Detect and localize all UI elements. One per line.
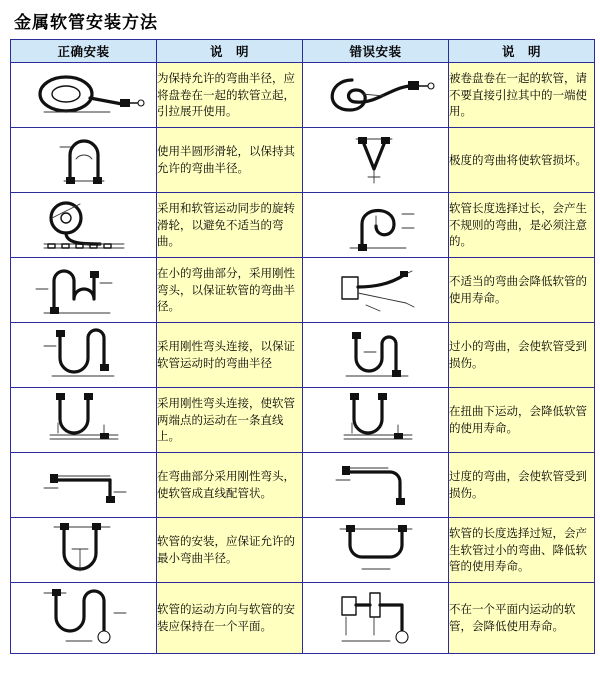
torsion-u-bend-icon xyxy=(306,389,446,451)
page-title: 金属软管安装方法 xyxy=(14,13,158,33)
wrong-note-cell: 不适当的弯曲会降低软管的使用寿命。 xyxy=(449,258,595,323)
too-small-bend-icon xyxy=(306,324,446,386)
wrong-illustration-cell xyxy=(303,323,449,388)
table-row xyxy=(11,323,595,388)
table-row xyxy=(11,193,595,258)
correct-illustration-cell xyxy=(11,453,157,518)
correct-note-cell: 采用刚性弯头连接，使软管两端点的运动在一条直线上。 xyxy=(157,388,303,453)
header-wrong-install: 错误安装 xyxy=(303,40,449,63)
correct-note-cell: 为保持允许的弯曲半径，应将盘卷在一起的软管立起，引拉展开使用。 xyxy=(157,63,303,128)
coiled-hose-flat-icon xyxy=(14,64,154,126)
different-plane-motion-icon xyxy=(306,583,446,653)
table-row xyxy=(11,518,595,583)
correct-illustration-cell xyxy=(11,128,157,193)
wrong-note-cell: 在扭曲下运动，会降低软管的使用寿命。 xyxy=(449,388,595,453)
correct-note-cell: 软管的运动方向与软管的安装应保持在一个平面。 xyxy=(157,583,303,654)
rotating-sheave-chain-icon xyxy=(14,194,154,256)
wrong-illustration-cell xyxy=(303,258,449,323)
min-radius-u-install-icon xyxy=(14,519,154,581)
improper-bend-clamp-icon xyxy=(306,259,446,321)
table-row xyxy=(11,583,595,654)
wrong-note-cell: 过度的弯曲，会使软管受到损伤。 xyxy=(449,453,595,518)
long-length-small-bend-icon xyxy=(306,519,446,581)
table-row xyxy=(11,128,595,193)
rigid-bend-small-radius-icon xyxy=(14,259,154,321)
wrong-note-cell: 软管长度选择过长，会产生不规则的弯曲，是必须注意的。 xyxy=(449,193,595,258)
wrong-note-cell: 不在一个平面内运动的软管，会降低使用寿命。 xyxy=(449,583,595,654)
correct-illustration-cell xyxy=(11,193,157,258)
wrong-illustration-cell xyxy=(303,63,449,128)
wrong-illustration-cell xyxy=(303,193,449,258)
table-row xyxy=(11,258,595,323)
rigid-elbow-u-loop-icon xyxy=(14,324,154,386)
correct-note-cell: 使用半圆形滑轮，以保持其允许的弯曲半径。 xyxy=(157,128,303,193)
correct-illustration-cell xyxy=(11,258,157,323)
wrong-illustration-cell xyxy=(303,388,449,453)
correct-note-cell: 软管的安装，应保证允许的最小弯曲半径。 xyxy=(157,518,303,583)
table-body xyxy=(11,63,595,654)
wrong-note-cell: 极度的弯曲将使软管损坏。 xyxy=(449,128,595,193)
correct-note-cell: 在小的弯曲部分，采用刚性弯头，以保证软管的弯曲半径。 xyxy=(157,258,303,323)
header-row xyxy=(11,40,595,63)
table-header xyxy=(11,40,595,63)
correct-illustration-cell xyxy=(11,583,157,654)
sharp-v-bend-icon xyxy=(306,129,446,191)
wrong-note-cell: 被卷盘卷在一起的软管，请不要直接引拉其中的一端使用。 xyxy=(449,63,595,128)
same-plane-motion-icon xyxy=(14,583,154,653)
wrong-illustration-cell xyxy=(303,128,449,193)
wrong-note-cell: 软管的长度选择过短，会产生软管过小的弯曲、降低软管的使用寿命。 xyxy=(449,518,595,583)
installation-methods-table xyxy=(10,39,595,654)
excess-length-loop-icon xyxy=(306,194,446,256)
header-correct-note: 说 明 xyxy=(157,40,303,63)
rigid-elbow-straight-line-icon xyxy=(14,389,154,451)
wrong-note-cell: 过小的弯曲，会使软管受到损伤。 xyxy=(449,323,595,388)
coiled-hose-pulled-icon xyxy=(306,64,446,126)
correct-illustration-cell xyxy=(11,63,157,128)
correct-illustration-cell xyxy=(11,323,157,388)
wrong-illustration-cell xyxy=(303,453,449,518)
correct-illustration-cell xyxy=(11,518,157,583)
correct-note-cell: 采用和软管运动同步的旋转滑轮，以避免不适当的弯曲。 xyxy=(157,193,303,258)
correct-note-cell: 采用刚性弯头连接，以保证软管运动时的弯曲半径 xyxy=(157,323,303,388)
table-row xyxy=(11,63,595,128)
table-row xyxy=(11,388,595,453)
correct-illustration-cell xyxy=(11,388,157,453)
semicircular-sheave-icon xyxy=(14,129,154,191)
over-bend-elbow-icon xyxy=(306,454,446,516)
wrong-illustration-cell xyxy=(303,518,449,583)
header-wrong-note: 说 明 xyxy=(449,40,595,63)
straight-pipe-elbow-icon xyxy=(14,454,154,516)
wrong-illustration-cell xyxy=(303,583,449,654)
correct-note-cell: 在弯曲部分采用刚性弯头，使软管成直线配管状。 xyxy=(157,453,303,518)
table-row xyxy=(11,453,595,518)
header-correct-install: 正确安装 xyxy=(11,40,157,63)
